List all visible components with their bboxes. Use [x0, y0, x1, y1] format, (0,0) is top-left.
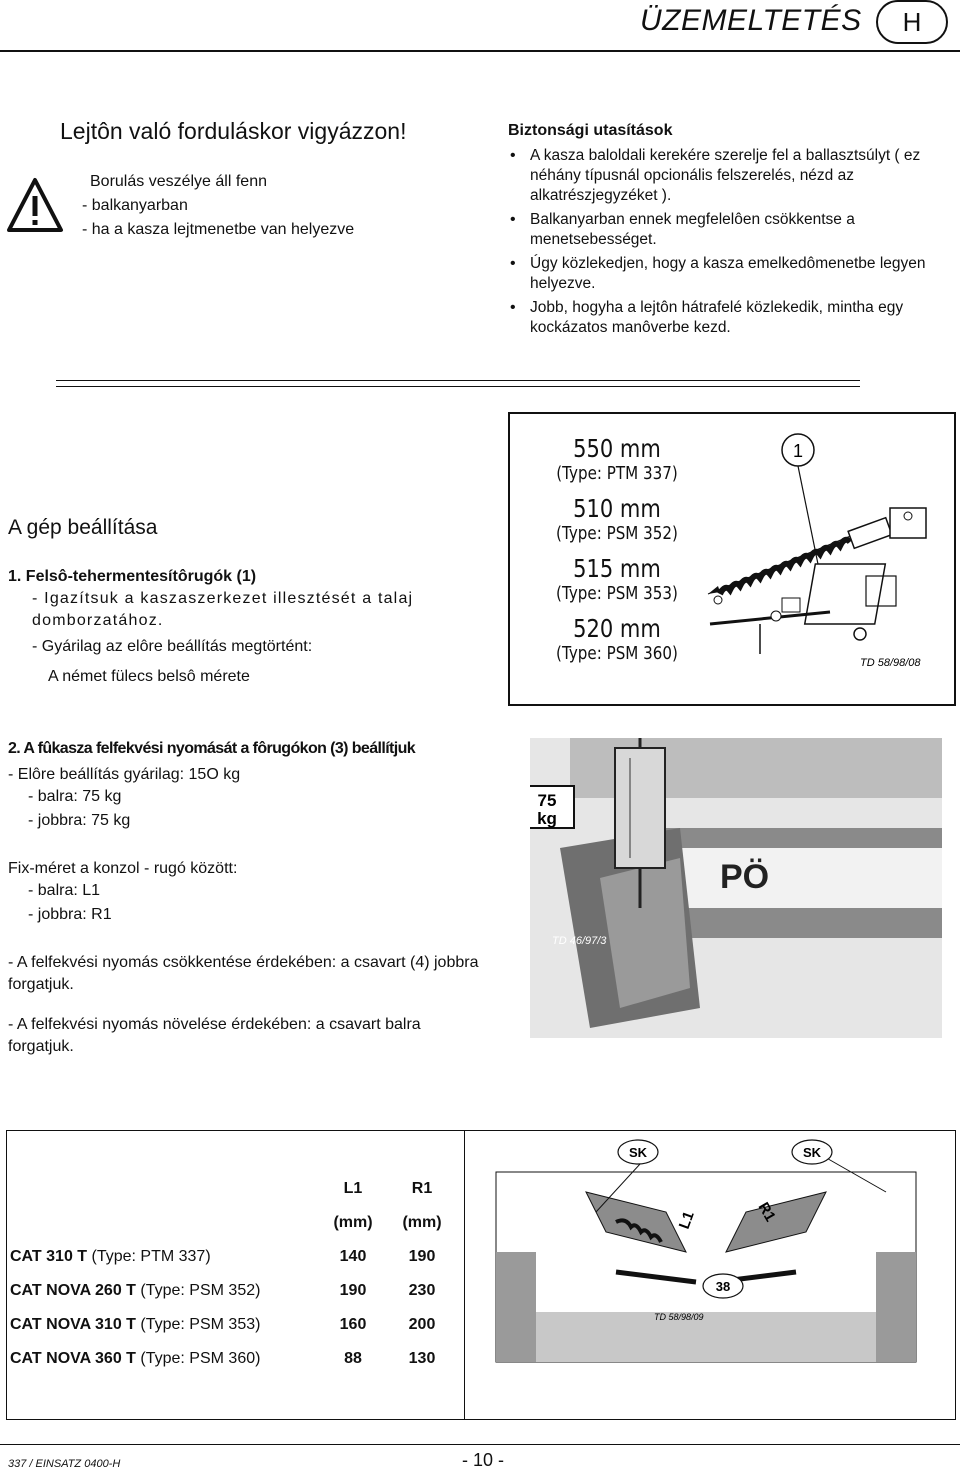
diagram2-code: TD 58/98/09 [654, 1312, 704, 1322]
table-unit: (mm) [402, 1214, 442, 1231]
header-rule [0, 50, 960, 52]
adjust-text [8, 566, 458, 688]
spring-length: 515 mm [573, 554, 661, 583]
safety-item: • Jobb, hogyha a lejtôn hátrafelé közlekedik, mintha egy kockázatos manôverbe kezd. [508, 298, 960, 338]
language-badge: H [876, 0, 948, 44]
model-type: (Type: PSM 360) [135, 1350, 261, 1367]
section-divider [56, 386, 860, 387]
section2-line: - balra: 75 kg [28, 788, 122, 805]
adjust-line: - Igazítsuk a kaszaszerkezet illesztését a talaj domborzatához. [32, 590, 414, 629]
spring-diagram [690, 424, 952, 684]
spring-length: 510 mm [573, 494, 661, 523]
warning-list [82, 170, 354, 242]
section2-line: - A felfekvési nyomás növelése érdekében: a csavart balra forgatjuk. [8, 1016, 421, 1055]
spring-length: 550 mm [573, 434, 661, 463]
diagram-code: TD 58/98/08 [860, 657, 921, 669]
r1-value: 200 [408, 1316, 436, 1333]
spring-mount-diagram [466, 1132, 954, 1418]
l1-value: 190 [339, 1282, 367, 1299]
spring-type: (Type: PSM 352) [556, 523, 678, 544]
l1-value: 140 [339, 1248, 367, 1265]
r1-value: 230 [408, 1282, 436, 1299]
section2-line: - A felfekvési nyomás csökkentése érdekében: a csavart (4) jobbra forgatjuk. [8, 954, 479, 993]
adjust-item-1: 1. Felsô-tehermentesítôrugók (1) [8, 568, 257, 585]
model-type: (Type: PSM 353) [135, 1316, 261, 1333]
table-header: L1 [343, 1180, 363, 1197]
section2-line: Fix-méret a konzol - rugó között: [8, 860, 238, 877]
warning-line: - ha a kasza lejtmenetbe van helyezve [82, 221, 355, 238]
section2-line: - balra: L1 [28, 882, 101, 899]
table-unit: (mm) [333, 1214, 373, 1231]
callout-label: 1 [792, 441, 804, 461]
warning-triangle-icon [6, 176, 64, 234]
section2-line: - Elôre beállítás gyárilag: 15O kg [8, 766, 241, 783]
table-row [10, 1308, 450, 1342]
table-row [10, 1342, 450, 1376]
adjust-line: A német fülecs belsô mérete [48, 668, 250, 685]
spring-type: (Type: PSM 360) [556, 643, 678, 664]
l1-value: 88 [344, 1350, 362, 1367]
adjust-line: - Gyárilag az elôre beállítás megtörtént: [32, 638, 313, 655]
page-number: - 10 - [462, 1450, 505, 1470]
box-separator [464, 1130, 465, 1420]
section2-line: - jobbra: 75 kg [28, 812, 131, 829]
safety-item: • Úgy közlekedjen, hogy a kasza emelkedômenetbe legyen helyezve. [508, 254, 960, 294]
spring-type: (Type: PTM 337) [556, 463, 678, 484]
weight-unit: kg [537, 809, 557, 828]
section2-title: 2. A fûkasza felfekvési nyomását a fôrugókon (3) beállítjuk [8, 740, 416, 757]
safety-title: Biztonsági utasítások [508, 122, 673, 139]
callout-38-label: 38 [715, 1279, 731, 1294]
safety-instructions [508, 122, 960, 342]
warning-line: - balkanyarban [82, 197, 188, 214]
table-header-row [10, 1172, 450, 1206]
spring-scale [615, 748, 665, 868]
spring-type: (Type: PSM 353) [556, 583, 678, 604]
model-name: CAT NOVA 260 T [10, 1282, 136, 1299]
r1-value: 130 [408, 1350, 436, 1367]
table-row [10, 1274, 450, 1308]
table-unit [10, 1206, 312, 1240]
section-divider [56, 380, 860, 381]
model-name: CAT NOVA 360 T [10, 1350, 136, 1367]
l1-value: 160 [339, 1316, 367, 1333]
adjust-title: A gép beállítása [8, 516, 158, 539]
model-name: CAT 310 T [10, 1248, 88, 1265]
r1-value: 190 [408, 1248, 436, 1265]
spring-scale-photo [530, 738, 942, 1038]
table-row [10, 1240, 450, 1274]
warning-line: Borulás veszélye áll fenn [90, 173, 267, 190]
safety-list [508, 146, 960, 338]
spring-length-list [522, 434, 712, 674]
table-header [10, 1172, 312, 1206]
weight-label: 75 [537, 791, 557, 810]
sk-label-right: SK [802, 1145, 822, 1160]
spring-length: 520 mm [573, 614, 661, 643]
safety-item: • A kasza baloldali kerekére szerelje fel a ballasztsúlyt ( ez néhány típusnál opcionális felszerelés, nézd az alkatrészjegyzéket ). [508, 146, 960, 206]
section2-line: - jobbra: R1 [28, 906, 112, 923]
model-type: (Type: PTM 337) [87, 1248, 211, 1265]
table-header: R1 [411, 1180, 433, 1197]
model-name: CAT NOVA 310 T [10, 1316, 136, 1333]
warning-title: Lejtôn való forduláskor vigyázzon! [60, 118, 407, 144]
l1-label: L1 [675, 1209, 698, 1232]
document-code: 337 / EINSATZ 0400-H [8, 1458, 121, 1470]
footer-rule [0, 1444, 960, 1445]
brand-label: PÖ [720, 858, 770, 896]
table-unit-row [10, 1206, 450, 1240]
section2 [8, 738, 483, 1058]
sk-label-left: SK [628, 1145, 648, 1160]
page-title: ÜZEMELTETÉS [640, 4, 862, 37]
spring-distance-table [10, 1172, 450, 1376]
safety-item: • Balkanyarban ennek megfelelôen csökkentse a menetsebességet. [508, 210, 960, 250]
model-type: (Type: PSM 352) [135, 1282, 261, 1299]
r1-label: R1 [754, 1199, 779, 1225]
photo-code: TD 46/97/3 [552, 935, 607, 947]
